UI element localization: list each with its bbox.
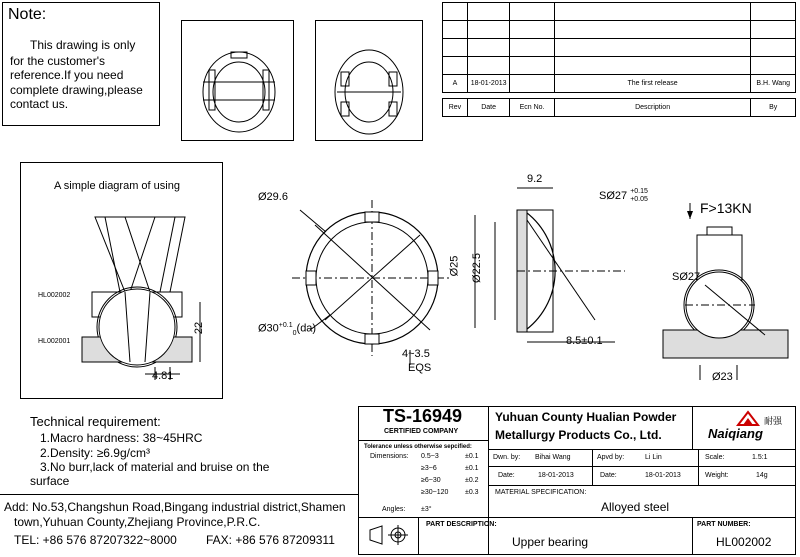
tel-text: TEL: +86 576 87207322~8000 <box>14 533 177 547</box>
force-label: F>13KN <box>700 200 752 216</box>
dim-s27: SØ27 <box>672 271 701 283</box>
fax-text: FAX: +86 576 87209311 <box>206 533 335 547</box>
label-hl002001: HL002001 <box>38 338 71 345</box>
apvd-label: Apvd by: <box>597 454 625 461</box>
tech-item-4: surface <box>30 474 70 488</box>
date-label-2: Date: <box>600 472 617 479</box>
simple-diagram <box>20 162 223 399</box>
logo-icon <box>736 410 760 426</box>
dim-30-lower: 0 <box>292 329 297 337</box>
revision-table <box>442 2 796 117</box>
dwn-value: Bihai Wang <box>535 454 571 461</box>
company-line-2: Metallurgy Products Co., Ltd. <box>495 428 662 442</box>
tech-item-3: 3.No burr,lack of material and bruise on the <box>40 460 270 474</box>
date-label-1: Date: <box>498 472 515 479</box>
dim-30 <box>258 322 316 337</box>
certified-text: CERTIFIED COMPANY <box>384 428 459 435</box>
rev-header-desc: Description <box>554 99 751 117</box>
rev-row-date: 18-01-2013 <box>467 75 510 93</box>
material-label: MATERIAL SPECIFICATION: <box>495 489 587 496</box>
dim-92: 9.2 <box>527 173 543 185</box>
scale-label: Scale: <box>705 454 725 461</box>
date-value-1: 18-01-2013 <box>538 472 574 479</box>
tech-item-1: 1.Macro hardness: 38~45HRC <box>40 431 203 445</box>
projection-symbol-icon <box>366 524 412 546</box>
tol-title: Tolerance unless otherwise sepcified: <box>364 444 472 450</box>
part-desc-value: Upper bearing <box>512 535 589 549</box>
assembly-view <box>655 195 795 390</box>
dim-225: Ø22.5 <box>470 253 483 283</box>
address-divider <box>0 494 358 495</box>
ts-16949: TS-16949 <box>383 406 463 426</box>
dim-85: 8.5±0.1 <box>566 335 603 347</box>
rev-header-by: By <box>751 99 796 117</box>
simple-diagram-title: A simple diagram of using <box>54 180 180 192</box>
note-title: Note: <box>8 6 47 23</box>
dim-22: 22 <box>193 321 206 335</box>
label-hl002002: HL002002 <box>38 292 71 299</box>
dim-481: 4.81 <box>152 370 174 382</box>
part-no-value: HL002002 <box>716 535 772 549</box>
weight-label: Weight: <box>705 472 729 479</box>
angles-label: Angles: <box>382 506 406 513</box>
tol-value-4: ±0.3 <box>465 489 479 496</box>
company-line-1: Yuhuan County Hualian Powder <box>495 410 677 424</box>
part-desc-label: PART DESCRIPTION: <box>426 521 497 528</box>
tech-item-2: 2.Density: ≥6.9g/cm³ <box>40 446 150 460</box>
rev-row-desc: The first release <box>554 75 751 93</box>
tol-value-2: ±0.1 <box>465 465 479 472</box>
iso-view-1 <box>181 20 294 141</box>
note-line-2: for the customer's <box>10 54 105 68</box>
tol-value-3: ±0.2 <box>465 477 479 484</box>
dim-sr27-main: SØ27 <box>599 189 628 202</box>
side-section-view <box>455 180 655 355</box>
dim-25: Ø25 <box>448 255 461 277</box>
note-line-4: complete drawing,please <box>10 83 143 97</box>
dim-30-main: Ø30 <box>258 322 279 335</box>
dimensions-label: Dimensions: <box>370 453 409 460</box>
address-line-2: town,Yuhuan County,Zhejiang Province,P.R.C. <box>14 515 261 529</box>
dim-30-suffix: (da) <box>296 322 317 335</box>
rev-row-by: B.H. Wang <box>751 75 796 93</box>
note-line-3: reference.If you need <box>10 68 124 82</box>
rev-header-date: Date <box>467 99 510 117</box>
dim-435: 4~3.5 <box>402 348 430 360</box>
iso-view-2 <box>315 20 423 141</box>
logo-text: Naiqiang <box>708 426 763 441</box>
rev-row-rev: A <box>443 75 468 93</box>
tech-title: Technical requirement: <box>30 414 161 429</box>
scale-value: 1.5:1 <box>752 454 768 461</box>
weight-value: 14g <box>756 472 768 479</box>
tol-range-4: ≥30~120 <box>421 489 449 496</box>
tol-range-3: ≥6~30 <box>421 477 441 484</box>
logo-cn: 耐强 <box>764 416 783 426</box>
material-value: Alloyed steel <box>601 500 670 514</box>
dim-296: Ø29.6 <box>258 191 288 203</box>
dim-sr27-lower: +0.05 <box>630 196 648 203</box>
rev-header-ecn: Ecn No. <box>510 99 554 117</box>
dim-eqs: EQS <box>408 362 432 374</box>
dim-23: Ø23 <box>712 371 733 383</box>
rev-header-rev: Rev <box>443 99 468 117</box>
dim-30-upper: +0.1 <box>278 322 293 329</box>
front-view <box>270 190 470 380</box>
apvd-value: Li Lin <box>645 454 662 461</box>
tol-range-1: 0.5~3 <box>421 453 439 460</box>
dwn-label: Dwn. by: <box>493 454 521 461</box>
address-line-1: Add: No.53,Changshun Road,Bingang industrial district,Shamen <box>4 500 346 514</box>
note-line-1: This drawing is only <box>30 38 136 52</box>
part-no-label: PART NUMBER: <box>697 521 751 528</box>
tol-range-2: ≥3~6 <box>421 465 437 472</box>
note-line-5: contact us. <box>10 97 69 111</box>
dim-sr27-upper: +0.15 <box>630 188 648 195</box>
date-value-2: 18-01-2013 <box>645 472 681 479</box>
angles-value: ±3° <box>421 506 432 513</box>
dim-sr27 <box>599 188 648 204</box>
tol-value-1: ±0.1 <box>465 453 479 460</box>
